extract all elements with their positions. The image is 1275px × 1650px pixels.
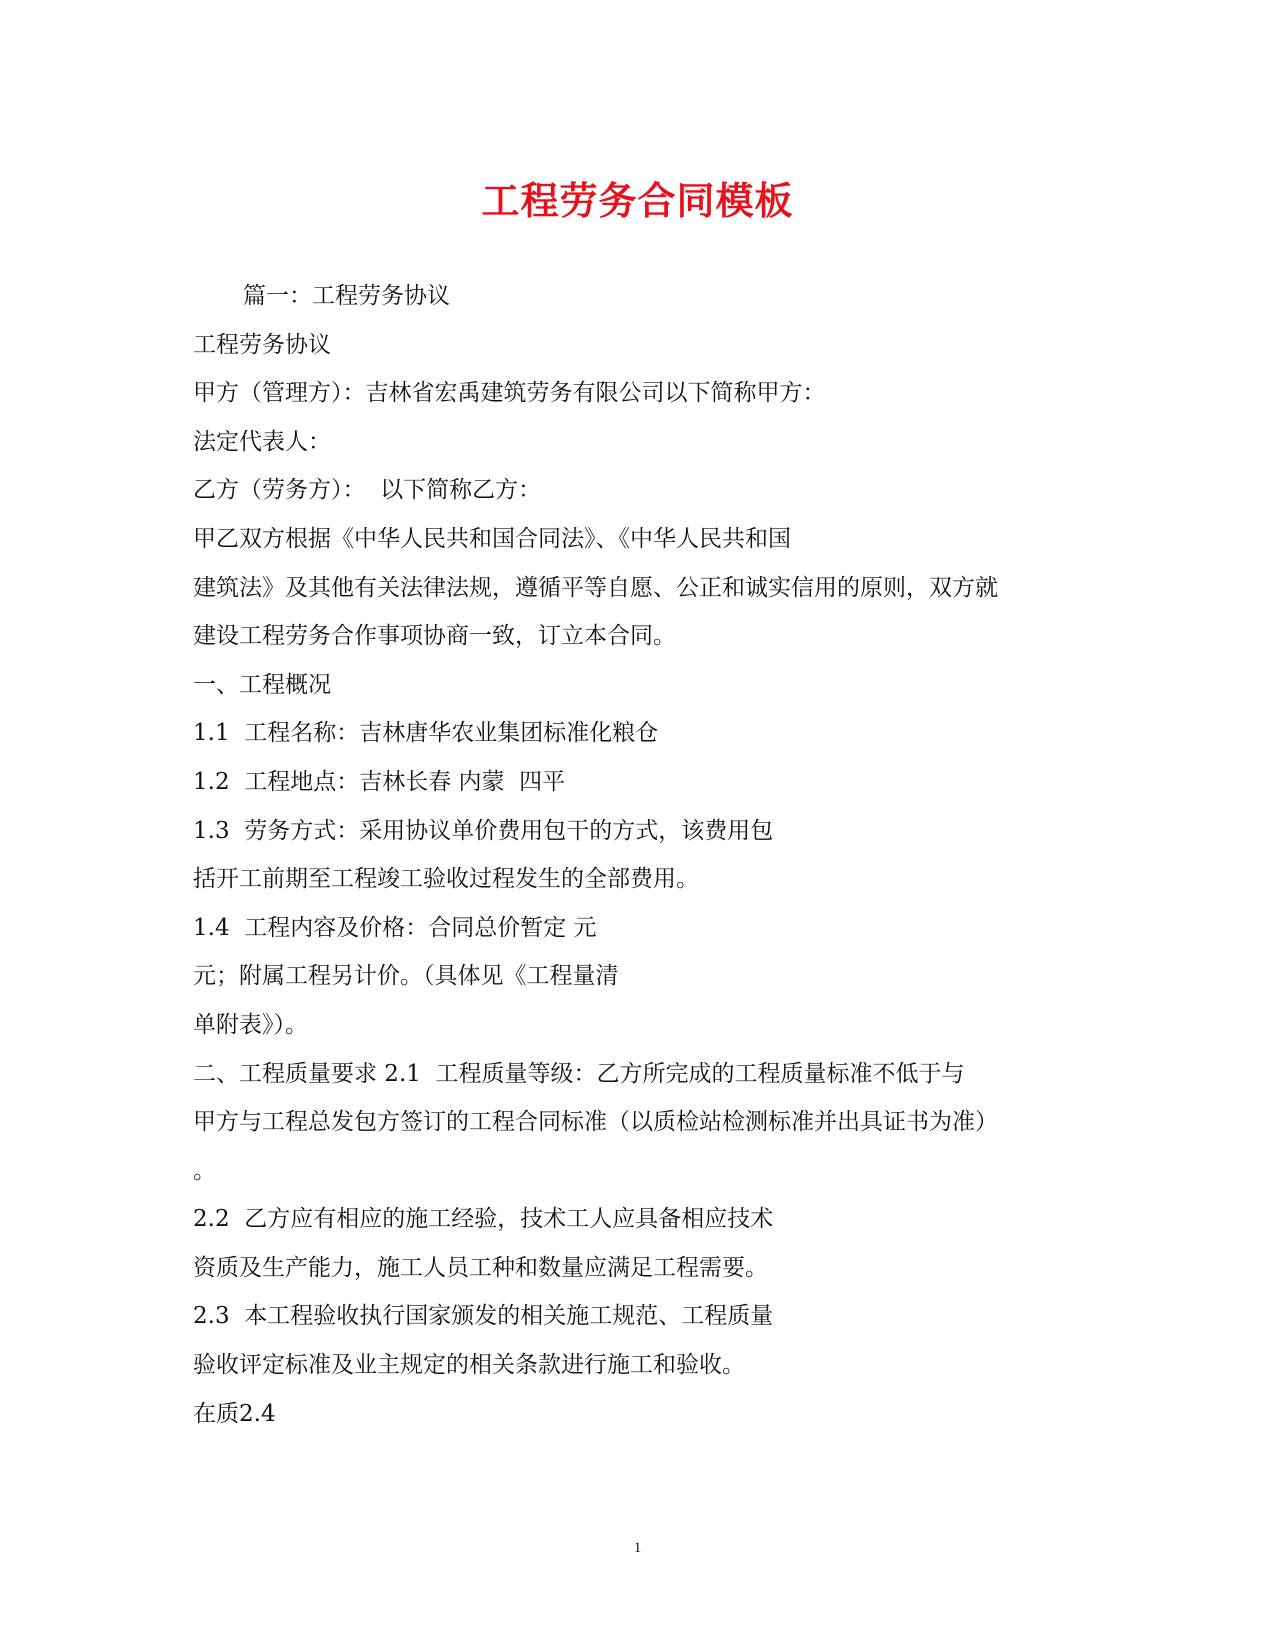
paragraph-line: 一、工程概况	[193, 671, 331, 698]
paragraph-line: 甲乙双方根据《中华人民共和国合同法》、《中华人民共和国	[193, 525, 791, 552]
paragraph-line: 1.3 劳务方式：采用协议单价费用包干的方式，该费用包	[193, 817, 774, 844]
paragraph-line: 乙方（劳务方）： 以下简称乙方：	[193, 477, 542, 504]
paragraph-line: 2.3 本工程验收执行国家颁发的相关施工规范、工程质量	[193, 1303, 774, 1330]
paragraph-line: 在质2.4	[193, 1400, 276, 1427]
paragraph-line: 甲方与工程总发包方签订的工程合同标准（以质检站检测标准并出具证书为准）	[193, 1109, 998, 1136]
paragraph-line: 资质及生产能力，施工人员工种和数量应满足工程需要。	[193, 1254, 768, 1281]
paragraph-line: 2.2 乙方应有相应的施工经验，技术工人应具备相应技术	[193, 1206, 774, 1233]
document-body	[193, 280, 1093, 1446]
paragraph-line: 建设工程劳务合作事项协商一致，订立本合同。	[193, 623, 676, 650]
paragraph-line: 1.1 工程名称：吉林唐华农业集团标准化粮仓	[193, 720, 659, 747]
paragraph-line: 。	[193, 1157, 216, 1184]
page-title: 工程劳务合同模板	[481, 178, 794, 223]
paragraph-line: 验收评定标准及业主规定的相关条款进行施工和验收。	[193, 1352, 745, 1379]
page-number: 1	[633, 1540, 642, 1556]
paragraph-line: 二、工程质量要求 2.1 工程质量等级：乙方所完成的工程质量标准不低于与	[193, 1060, 965, 1087]
paragraph-line: 建筑法》及其他有关法律法规，遵循平等自愿、公正和诚实信用的原则，双方就	[193, 574, 998, 601]
paragraph-line: 单附表》）。	[193, 1011, 308, 1038]
paragraph-line: 甲方（管理方）：吉林省宏禹建筑劳务有限公司以下简称甲方：	[193, 380, 826, 407]
paragraph-line: 元；附属工程另计价。（具体见《工程量清	[193, 963, 619, 990]
section-heading: 篇一：工程劳务协议	[243, 283, 450, 309]
paragraph-line: 1.4 工程内容及价格：合同总价暂定 元	[193, 914, 597, 941]
paragraph-line: 工程劳务协议	[193, 331, 331, 358]
paragraph-line: 括开工前期至工程竣工验收过程发生的全部费用。	[193, 866, 699, 893]
paragraph-line: 法定代表人：	[193, 428, 331, 455]
paragraph-line: 1.2 工程地点：吉林长春 内蒙 四平	[193, 768, 566, 795]
